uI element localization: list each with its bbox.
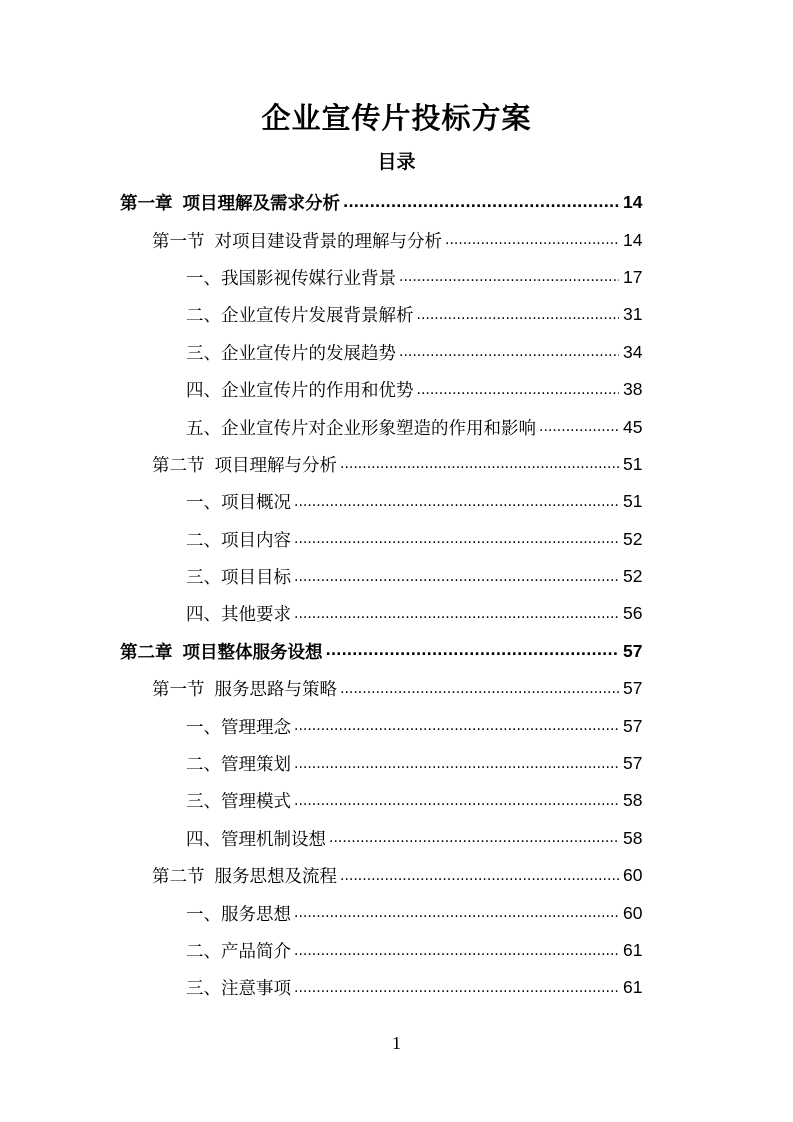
toc-entry-page: 31 [623,304,643,325]
toc-entry-page: 60 [623,902,643,923]
toc-entry-page: 14 [623,192,643,213]
toc-entry-subsection[interactable] [0,334,793,371]
toc-entry-title: 企业宣传片的发展趋势 [221,343,396,364]
toc-entry-number: 第一节 [152,680,205,701]
leader-dots [294,791,619,811]
toc-entry-title: 项目整体服务设想 [182,642,323,663]
toc-entry-number: 第二节 [152,867,205,888]
toc-entry-page: 38 [623,379,643,400]
leader-dots [294,567,619,587]
toc-entry-subsection[interactable] [0,969,793,1006]
toc-entry-subsection[interactable] [0,371,793,408]
toc-entry-subsection[interactable] [0,259,793,296]
toc-entry-page: 52 [623,528,643,549]
toc-entry-section[interactable] [0,670,793,707]
toc-entry-section[interactable] [0,446,793,483]
toc-entry-subsection[interactable] [0,521,793,558]
leader-dots [294,978,619,998]
leader-dots [340,454,619,474]
toc-entry-title: 管理机制设想 [221,829,326,850]
leader-dots [340,866,619,886]
toc-heading: 目录 [377,151,416,173]
toc-entry-subsection[interactable] [0,932,793,969]
leader-dots [294,604,619,624]
toc-entry-number: 二、 [186,755,221,776]
toc-entry-page: 57 [623,678,643,699]
toc-entry-number: 一、 [186,904,221,925]
toc-entry-page: 57 [623,640,643,661]
toc-entry-number: 二、 [186,530,221,551]
toc-entry-section[interactable] [0,857,793,894]
toc-entry-section[interactable] [0,221,793,258]
leader-dots [417,305,620,325]
toc-entry-number: 第一章 [120,194,173,215]
toc-entry-page: 60 [623,865,643,886]
leader-dots [294,903,619,923]
leader-dots [340,679,619,699]
toc-entry-title: 项目理解与分析 [214,455,337,476]
toc-entry-title: 项目概况 [221,493,291,514]
toc-entry-title: 项目内容 [221,530,291,551]
toc-entry-page: 34 [623,341,643,362]
toc-entry-title: 企业宣传片发展背景解析 [221,306,414,327]
toc-entry-page: 51 [623,453,643,474]
toc-entry-title: 产品简介 [221,942,291,962]
toc-entry-page: 17 [623,266,643,287]
toc-entry-subsection[interactable] [0,782,793,819]
toc-entry-number: 一、 [186,493,221,514]
toc-entry-title: 企业宣传片的作用和优势 [221,381,414,402]
toc-entry-page: 51 [623,491,643,512]
toc-entry-page: 58 [623,827,643,848]
toc-entry-subsection[interactable] [0,408,793,445]
toc-entry-title: 其他要求 [221,605,291,626]
leader-dots [294,941,619,961]
leader-dots [445,230,619,250]
toc-entry-title: 注意事项 [221,979,291,1000]
leader-dots [294,754,619,774]
toc-entry-title: 对项目建设背景的理解与分析 [214,231,442,252]
toc-entry-number: 第一节 [152,231,205,252]
toc-entry-page: 58 [623,790,643,811]
toc-entry-number: 一、 [186,268,221,289]
toc-entry-title: 服务思想 [221,904,291,925]
leader-dots [294,529,619,549]
toc-entry-number: 二、 [186,306,221,327]
leader-dots [343,193,619,213]
toc-entry-subsection[interactable] [0,820,793,857]
toc-entry-subsection[interactable] [0,558,793,595]
table-of-contents [0,184,793,1007]
toc-entry-number: 四、 [186,605,221,626]
toc-entry-page: 57 [623,753,643,774]
toc-entry-title: 服务思路与策略 [214,680,337,701]
toc-entry-title: 管理模式 [221,792,291,813]
toc-entry-title: 企业宣传片对企业形象塑造的作用和影响 [221,418,536,439]
leader-dots [329,828,619,848]
toc-entry-page: 61 [623,940,643,960]
leader-dots [399,267,619,287]
document-title: 企业宣传片投标方案 [261,101,532,135]
toc-entry-number: 三、 [186,979,221,1000]
toc-entry-title: 项目理解及需求分析 [182,194,340,215]
toc-entry-page: 61 [623,977,643,998]
toc-entry-number: 三、 [186,343,221,364]
toc-entry-page: 45 [623,416,643,437]
toc-entry-subsection[interactable] [0,296,793,333]
leader-dots [539,417,619,437]
leader-dots [294,492,619,512]
toc-entry-page: 52 [623,566,643,587]
toc-entry-subsection[interactable] [0,707,793,744]
toc-entry-number: 三、 [186,568,221,589]
toc-entry-number: 一、 [186,717,221,738]
toc-entry-title: 我国影视传媒行业背景 [221,268,396,289]
leader-dots [417,380,620,400]
toc-entry-page: 56 [623,603,643,624]
page-number: 1 [392,1033,401,1053]
toc-entry-chapter[interactable] [0,633,793,670]
toc-entry-page: 57 [623,715,643,736]
toc-entry-title: 管理理念 [221,717,291,738]
toc-entry-number: 四、 [186,829,221,850]
toc-entry-number: 三、 [186,792,221,813]
toc-entry-number: 二、 [186,942,221,962]
toc-entry-title: 管理策划 [221,755,291,776]
toc-entry-number: 四、 [186,381,221,402]
toc-entry-number: 第二节 [152,455,205,476]
toc-entry-subsection[interactable] [0,745,793,782]
toc-entry-chapter[interactable] [0,184,793,221]
toc-entry-number: 五、 [186,418,221,439]
leader-dots [294,716,619,736]
leader-dots [326,641,620,661]
toc-entry-subsection[interactable] [0,894,793,931]
toc-entry-number: 第二章 [120,642,173,663]
toc-entry-page: 14 [623,229,643,250]
toc-entry-subsection[interactable] [0,595,793,632]
leader-dots [399,342,619,362]
toc-entry-title: 服务思想及流程 [214,867,337,888]
toc-entry-title: 项目目标 [221,568,291,589]
toc-entry-subsection[interactable] [0,483,793,520]
